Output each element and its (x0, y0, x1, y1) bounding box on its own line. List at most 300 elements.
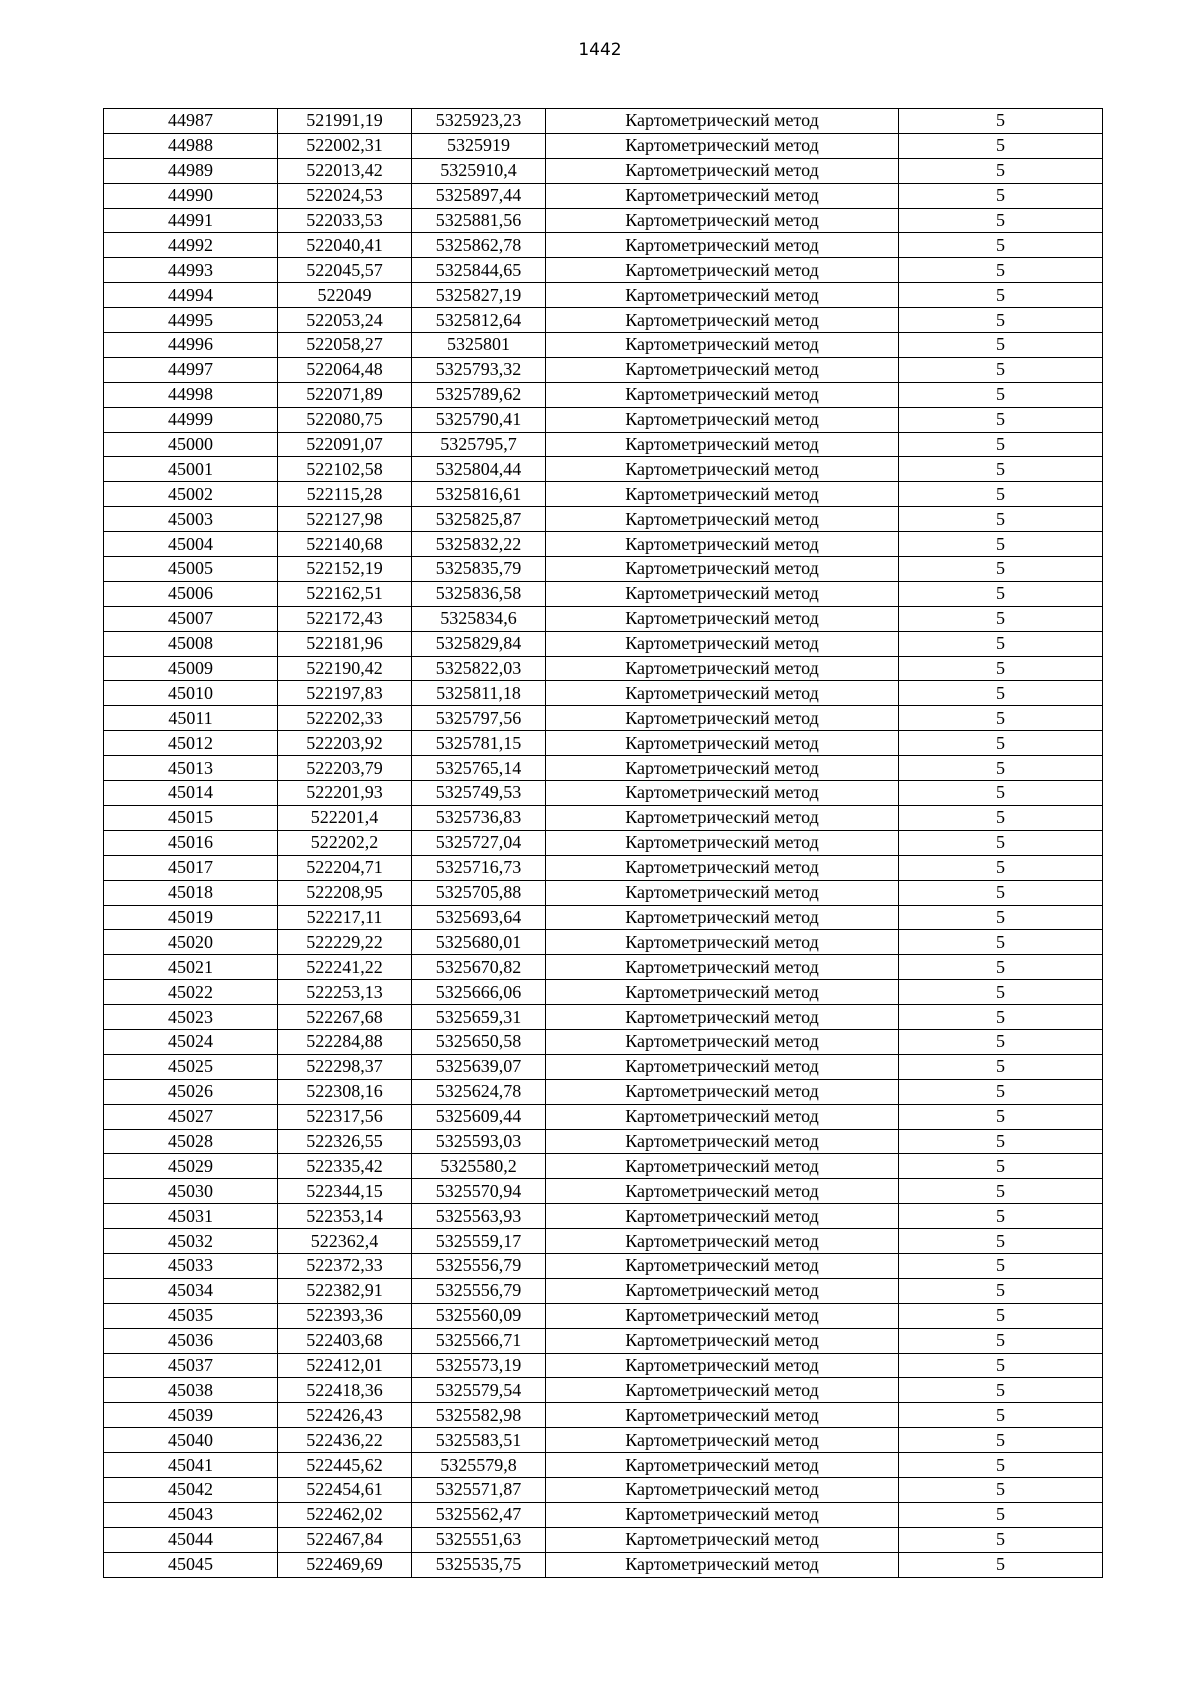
x-coordinate-cell: 522152,19 (278, 557, 412, 582)
point-number-cell: 45038 (104, 1378, 278, 1403)
method-cell: Картометрический метод (546, 109, 899, 134)
accuracy-cell: 5 (899, 308, 1103, 333)
method-cell: Картометрический метод (546, 1502, 899, 1527)
y-coordinate-cell: 5325559,17 (412, 1229, 546, 1254)
y-coordinate-cell: 5325781,15 (412, 731, 546, 756)
method-cell: Картометрический метод (546, 805, 899, 830)
y-coordinate-cell: 5325566,71 (412, 1328, 546, 1353)
table-row (104, 158, 1103, 183)
table-row (104, 756, 1103, 781)
method-cell: Картометрический метод (546, 258, 899, 283)
y-coordinate-cell: 5325650,58 (412, 1029, 546, 1054)
accuracy-cell: 5 (899, 681, 1103, 706)
point-number-cell: 45006 (104, 581, 278, 606)
accuracy-cell: 5 (899, 158, 1103, 183)
y-coordinate-cell: 5325897,44 (412, 183, 546, 208)
table-row (104, 1229, 1103, 1254)
x-coordinate-cell: 522049 (278, 283, 412, 308)
x-coordinate-cell: 522202,33 (278, 706, 412, 731)
table-row (104, 1079, 1103, 1104)
accuracy-cell: 5 (899, 1079, 1103, 1104)
method-cell: Картометрический метод (546, 781, 899, 806)
table-row (104, 706, 1103, 731)
accuracy-cell: 5 (899, 283, 1103, 308)
table-row (104, 557, 1103, 582)
table-row (104, 308, 1103, 333)
accuracy-cell: 5 (899, 1303, 1103, 1328)
accuracy-cell: 5 (899, 1477, 1103, 1502)
x-coordinate-cell: 522033,53 (278, 208, 412, 233)
point-number-cell: 45020 (104, 930, 278, 955)
table-row (104, 1353, 1103, 1378)
y-coordinate-cell: 5325571,87 (412, 1477, 546, 1502)
table-row (104, 1253, 1103, 1278)
table-row (104, 955, 1103, 980)
x-coordinate-cell: 522115,28 (278, 482, 412, 507)
accuracy-cell: 5 (899, 1353, 1103, 1378)
accuracy-cell: 5 (899, 1278, 1103, 1303)
method-cell: Картометрический метод (546, 507, 899, 532)
method-cell: Картометрический метод (546, 1204, 899, 1229)
page-number: 1442 (578, 40, 622, 60)
method-cell: Картометрический метод (546, 1179, 899, 1204)
method-cell: Картометрический метод (546, 532, 899, 557)
method-cell: Картометрический метод (546, 631, 899, 656)
x-coordinate-cell: 522201,4 (278, 805, 412, 830)
point-number-cell: 45014 (104, 781, 278, 806)
x-coordinate-cell: 522064,48 (278, 357, 412, 382)
y-coordinate-cell: 5325765,14 (412, 756, 546, 781)
accuracy-cell: 5 (899, 1328, 1103, 1353)
accuracy-cell: 5 (899, 830, 1103, 855)
y-coordinate-cell: 5325881,56 (412, 208, 546, 233)
y-coordinate-cell: 5325727,04 (412, 830, 546, 855)
point-number-cell: 45009 (104, 656, 278, 681)
method-cell: Картометрический метод (546, 581, 899, 606)
accuracy-cell: 5 (899, 507, 1103, 532)
y-coordinate-cell: 5325693,64 (412, 905, 546, 930)
table-row (104, 1502, 1103, 1527)
x-coordinate-cell: 522091,07 (278, 432, 412, 457)
point-number-cell: 45005 (104, 557, 278, 582)
y-coordinate-cell: 5325793,32 (412, 357, 546, 382)
point-number-cell: 45025 (104, 1054, 278, 1079)
point-number-cell: 45019 (104, 905, 278, 930)
accuracy-cell: 5 (899, 706, 1103, 731)
accuracy-cell: 5 (899, 781, 1103, 806)
accuracy-cell: 5 (899, 805, 1103, 830)
coordinates-table (103, 108, 1103, 1578)
method-cell: Картометрический метод (546, 1129, 899, 1154)
table-row (104, 457, 1103, 482)
y-coordinate-cell: 5325705,88 (412, 880, 546, 905)
x-coordinate-cell: 522053,24 (278, 308, 412, 333)
method-cell: Картометрический метод (546, 133, 899, 158)
table-row (104, 233, 1103, 258)
y-coordinate-cell: 5325666,06 (412, 980, 546, 1005)
table-row (104, 133, 1103, 158)
accuracy-cell: 5 (899, 532, 1103, 557)
y-coordinate-cell: 5325836,58 (412, 581, 546, 606)
x-coordinate-cell: 522469,69 (278, 1552, 412, 1577)
point-number-cell: 45028 (104, 1129, 278, 1154)
x-coordinate-cell: 522298,37 (278, 1054, 412, 1079)
y-coordinate-cell: 5325680,01 (412, 930, 546, 955)
y-coordinate-cell: 5325923,23 (412, 109, 546, 134)
x-coordinate-cell: 522058,27 (278, 333, 412, 358)
table-row (104, 1477, 1103, 1502)
point-number-cell: 45010 (104, 681, 278, 706)
table-row (104, 258, 1103, 283)
y-coordinate-cell: 5325535,75 (412, 1552, 546, 1577)
method-cell: Картометрический метод (546, 1477, 899, 1502)
y-coordinate-cell: 5325816,61 (412, 482, 546, 507)
table-row (104, 1303, 1103, 1328)
coordinates-table-body (104, 109, 1103, 1578)
accuracy-cell: 5 (899, 333, 1103, 358)
point-number-cell: 45042 (104, 1477, 278, 1502)
method-cell: Картометрический метод (546, 1527, 899, 1552)
table-row (104, 905, 1103, 930)
accuracy-cell: 5 (899, 1029, 1103, 1054)
table-row (104, 731, 1103, 756)
method-cell: Картометрический метод (546, 1378, 899, 1403)
y-coordinate-cell: 5325822,03 (412, 656, 546, 681)
point-number-cell: 45004 (104, 532, 278, 557)
accuracy-cell: 5 (899, 233, 1103, 258)
table-row (104, 830, 1103, 855)
y-coordinate-cell: 5325560,09 (412, 1303, 546, 1328)
point-number-cell: 44990 (104, 183, 278, 208)
table-row (104, 357, 1103, 382)
accuracy-cell: 5 (899, 382, 1103, 407)
accuracy-cell: 5 (899, 1428, 1103, 1453)
method-cell: Картометрический метод (546, 1403, 899, 1428)
y-coordinate-cell: 5325832,22 (412, 532, 546, 557)
y-coordinate-cell: 5325811,18 (412, 681, 546, 706)
table-row (104, 980, 1103, 1005)
y-coordinate-cell: 5325556,79 (412, 1278, 546, 1303)
accuracy-cell: 5 (899, 1204, 1103, 1229)
table-row (104, 1552, 1103, 1577)
point-number-cell: 45037 (104, 1353, 278, 1378)
point-number-cell: 45003 (104, 507, 278, 532)
accuracy-cell: 5 (899, 731, 1103, 756)
method-cell: Картометрический метод (546, 1428, 899, 1453)
y-coordinate-cell: 5325639,07 (412, 1054, 546, 1079)
table-row (104, 532, 1103, 557)
x-coordinate-cell: 522197,83 (278, 681, 412, 706)
y-coordinate-cell: 5325624,78 (412, 1079, 546, 1104)
accuracy-cell: 5 (899, 457, 1103, 482)
point-number-cell: 45007 (104, 606, 278, 631)
accuracy-cell: 5 (899, 1154, 1103, 1179)
table-row (104, 208, 1103, 233)
method-cell: Картометрический метод (546, 731, 899, 756)
x-coordinate-cell: 522326,55 (278, 1129, 412, 1154)
accuracy-cell: 5 (899, 1403, 1103, 1428)
x-coordinate-cell: 522445,62 (278, 1453, 412, 1478)
x-coordinate-cell: 522382,91 (278, 1278, 412, 1303)
y-coordinate-cell: 5325801 (412, 333, 546, 358)
y-coordinate-cell: 5325563,93 (412, 1204, 546, 1229)
x-coordinate-cell: 522267,68 (278, 1005, 412, 1030)
accuracy-cell: 5 (899, 980, 1103, 1005)
point-number-cell: 45026 (104, 1079, 278, 1104)
table-row (104, 581, 1103, 606)
x-coordinate-cell: 522002,31 (278, 133, 412, 158)
y-coordinate-cell: 5325579,8 (412, 1453, 546, 1478)
x-coordinate-cell: 522412,01 (278, 1353, 412, 1378)
method-cell: Картометрический метод (546, 606, 899, 631)
x-coordinate-cell: 522462,02 (278, 1502, 412, 1527)
accuracy-cell: 5 (899, 109, 1103, 134)
method-cell: Картометрический метод (546, 1353, 899, 1378)
point-number-cell: 45031 (104, 1204, 278, 1229)
accuracy-cell: 5 (899, 656, 1103, 681)
table-row (104, 1029, 1103, 1054)
y-coordinate-cell: 5325579,54 (412, 1378, 546, 1403)
method-cell: Картометрический метод (546, 1104, 899, 1129)
method-cell: Картометрический метод (546, 333, 899, 358)
x-coordinate-cell: 522024,53 (278, 183, 412, 208)
y-coordinate-cell: 5325659,31 (412, 1005, 546, 1030)
method-cell: Картометрический метод (546, 482, 899, 507)
x-coordinate-cell: 522208,95 (278, 880, 412, 905)
accuracy-cell: 5 (899, 482, 1103, 507)
accuracy-cell: 5 (899, 905, 1103, 930)
accuracy-cell: 5 (899, 855, 1103, 880)
x-coordinate-cell: 522202,2 (278, 830, 412, 855)
method-cell: Картометрический метод (546, 1154, 899, 1179)
point-number-cell: 44993 (104, 258, 278, 283)
x-coordinate-cell: 522344,15 (278, 1179, 412, 1204)
method-cell: Картометрический метод (546, 756, 899, 781)
table-row (104, 1129, 1103, 1154)
x-coordinate-cell: 522040,41 (278, 233, 412, 258)
table-row (104, 407, 1103, 432)
method-cell: Картометрический метод (546, 183, 899, 208)
x-coordinate-cell: 522140,68 (278, 532, 412, 557)
method-cell: Картометрический метод (546, 1328, 899, 1353)
x-coordinate-cell: 522080,75 (278, 407, 412, 432)
x-coordinate-cell: 522217,11 (278, 905, 412, 930)
x-coordinate-cell: 522317,56 (278, 1104, 412, 1129)
accuracy-cell: 5 (899, 631, 1103, 656)
point-number-cell: 44994 (104, 283, 278, 308)
table-row (104, 606, 1103, 631)
y-coordinate-cell: 5325562,47 (412, 1502, 546, 1527)
x-coordinate-cell: 522284,88 (278, 1029, 412, 1054)
table-row (104, 880, 1103, 905)
method-cell: Картометрический метод (546, 382, 899, 407)
table-row (104, 1154, 1103, 1179)
x-coordinate-cell: 522203,79 (278, 756, 412, 781)
x-coordinate-cell: 522436,22 (278, 1428, 412, 1453)
point-number-cell: 45011 (104, 706, 278, 731)
table-row (104, 681, 1103, 706)
method-cell: Картометрический метод (546, 1253, 899, 1278)
x-coordinate-cell: 522372,33 (278, 1253, 412, 1278)
y-coordinate-cell: 5325570,94 (412, 1179, 546, 1204)
table-row (104, 631, 1103, 656)
point-number-cell: 45023 (104, 1005, 278, 1030)
method-cell: Картометрический метод (546, 1278, 899, 1303)
method-cell: Картометрический метод (546, 855, 899, 880)
point-number-cell: 44992 (104, 233, 278, 258)
table-row (104, 183, 1103, 208)
method-cell: Картометрический метод (546, 208, 899, 233)
point-number-cell: 45027 (104, 1104, 278, 1129)
table-row (104, 432, 1103, 457)
method-cell: Картометрический метод (546, 432, 899, 457)
method-cell: Картометрический метод (546, 1303, 899, 1328)
x-coordinate-cell: 522403,68 (278, 1328, 412, 1353)
table-row (104, 1104, 1103, 1129)
x-coordinate-cell: 522308,16 (278, 1079, 412, 1104)
method-cell: Картометрический метод (546, 1229, 899, 1254)
y-coordinate-cell: 5325825,87 (412, 507, 546, 532)
point-number-cell: 45017 (104, 855, 278, 880)
point-number-cell: 45030 (104, 1179, 278, 1204)
x-coordinate-cell: 522013,42 (278, 158, 412, 183)
method-cell: Картометрический метод (546, 233, 899, 258)
table-row (104, 1204, 1103, 1229)
x-coordinate-cell: 522393,36 (278, 1303, 412, 1328)
y-coordinate-cell: 5325844,65 (412, 258, 546, 283)
point-number-cell: 45045 (104, 1552, 278, 1577)
point-number-cell: 45016 (104, 830, 278, 855)
point-number-cell: 45044 (104, 1527, 278, 1552)
point-number-cell: 45033 (104, 1253, 278, 1278)
y-coordinate-cell: 5325749,53 (412, 781, 546, 806)
accuracy-cell: 5 (899, 1129, 1103, 1154)
method-cell: Картометрический метод (546, 1054, 899, 1079)
x-coordinate-cell: 522229,22 (278, 930, 412, 955)
accuracy-cell: 5 (899, 432, 1103, 457)
method-cell: Картометрический метод (546, 1552, 899, 1577)
method-cell: Картометрический метод (546, 905, 899, 930)
accuracy-cell: 5 (899, 1179, 1103, 1204)
accuracy-cell: 5 (899, 183, 1103, 208)
y-coordinate-cell: 5325789,62 (412, 382, 546, 407)
y-coordinate-cell: 5325919 (412, 133, 546, 158)
method-cell: Картометрический метод (546, 955, 899, 980)
accuracy-cell: 5 (899, 581, 1103, 606)
table-row (104, 1527, 1103, 1552)
method-cell: Картометрический метод (546, 1029, 899, 1054)
point-number-cell: 45008 (104, 631, 278, 656)
x-coordinate-cell: 522454,61 (278, 1477, 412, 1502)
y-coordinate-cell: 5325582,98 (412, 1403, 546, 1428)
y-coordinate-cell: 5325797,56 (412, 706, 546, 731)
point-number-cell: 44989 (104, 158, 278, 183)
accuracy-cell: 5 (899, 1104, 1103, 1129)
point-number-cell: 45021 (104, 955, 278, 980)
method-cell: Картометрический метод (546, 880, 899, 905)
method-cell: Картометрический метод (546, 681, 899, 706)
x-coordinate-cell: 522335,42 (278, 1154, 412, 1179)
point-number-cell: 44995 (104, 308, 278, 333)
x-coordinate-cell: 521991,19 (278, 109, 412, 134)
y-coordinate-cell: 5325790,41 (412, 407, 546, 432)
accuracy-cell: 5 (899, 208, 1103, 233)
x-coordinate-cell: 522162,51 (278, 581, 412, 606)
method-cell: Картометрический метод (546, 283, 899, 308)
point-number-cell: 45039 (104, 1403, 278, 1428)
x-coordinate-cell: 522467,84 (278, 1527, 412, 1552)
accuracy-cell: 5 (899, 258, 1103, 283)
table-row (104, 109, 1103, 134)
table-row (104, 1403, 1103, 1428)
x-coordinate-cell: 522102,58 (278, 457, 412, 482)
point-number-cell: 45041 (104, 1453, 278, 1478)
method-cell: Картометрический метод (546, 407, 899, 432)
table-row (104, 656, 1103, 681)
y-coordinate-cell: 5325551,63 (412, 1527, 546, 1552)
accuracy-cell: 5 (899, 1253, 1103, 1278)
accuracy-cell: 5 (899, 557, 1103, 582)
point-number-cell: 45001 (104, 457, 278, 482)
y-coordinate-cell: 5325580,2 (412, 1154, 546, 1179)
point-number-cell: 44999 (104, 407, 278, 432)
point-number-cell: 44998 (104, 382, 278, 407)
point-number-cell: 45034 (104, 1278, 278, 1303)
table-row (104, 1378, 1103, 1403)
accuracy-cell: 5 (899, 930, 1103, 955)
method-cell: Картометрический метод (546, 557, 899, 582)
y-coordinate-cell: 5325804,44 (412, 457, 546, 482)
x-coordinate-cell: 522181,96 (278, 631, 412, 656)
x-coordinate-cell: 522203,92 (278, 731, 412, 756)
accuracy-cell: 5 (899, 880, 1103, 905)
x-coordinate-cell: 522172,43 (278, 606, 412, 631)
accuracy-cell: 5 (899, 1552, 1103, 1577)
accuracy-cell: 5 (899, 1005, 1103, 1030)
point-number-cell: 45013 (104, 756, 278, 781)
y-coordinate-cell: 5325834,6 (412, 606, 546, 631)
method-cell: Картометрический метод (546, 930, 899, 955)
method-cell: Картометрический метод (546, 158, 899, 183)
x-coordinate-cell: 522204,71 (278, 855, 412, 880)
y-coordinate-cell: 5325862,78 (412, 233, 546, 258)
table-row (104, 855, 1103, 880)
x-coordinate-cell: 522071,89 (278, 382, 412, 407)
y-coordinate-cell: 5325835,79 (412, 557, 546, 582)
x-coordinate-cell: 522418,36 (278, 1378, 412, 1403)
table-row (104, 1328, 1103, 1353)
y-coordinate-cell: 5325910,4 (412, 158, 546, 183)
table-row (104, 1054, 1103, 1079)
x-coordinate-cell: 522127,98 (278, 507, 412, 532)
y-coordinate-cell: 5325556,79 (412, 1253, 546, 1278)
table-row (104, 1278, 1103, 1303)
table-row (104, 1428, 1103, 1453)
accuracy-cell: 5 (899, 407, 1103, 432)
method-cell: Картометрический метод (546, 1453, 899, 1478)
x-coordinate-cell: 522201,93 (278, 781, 412, 806)
y-coordinate-cell: 5325583,51 (412, 1428, 546, 1453)
table-row (104, 781, 1103, 806)
point-number-cell: 44997 (104, 357, 278, 382)
method-cell: Картометрический метод (546, 980, 899, 1005)
table-row (104, 1453, 1103, 1478)
point-number-cell: 45015 (104, 805, 278, 830)
y-coordinate-cell: 5325593,03 (412, 1129, 546, 1154)
point-number-cell: 45036 (104, 1328, 278, 1353)
method-cell: Картометрический метод (546, 656, 899, 681)
point-number-cell: 45018 (104, 880, 278, 905)
